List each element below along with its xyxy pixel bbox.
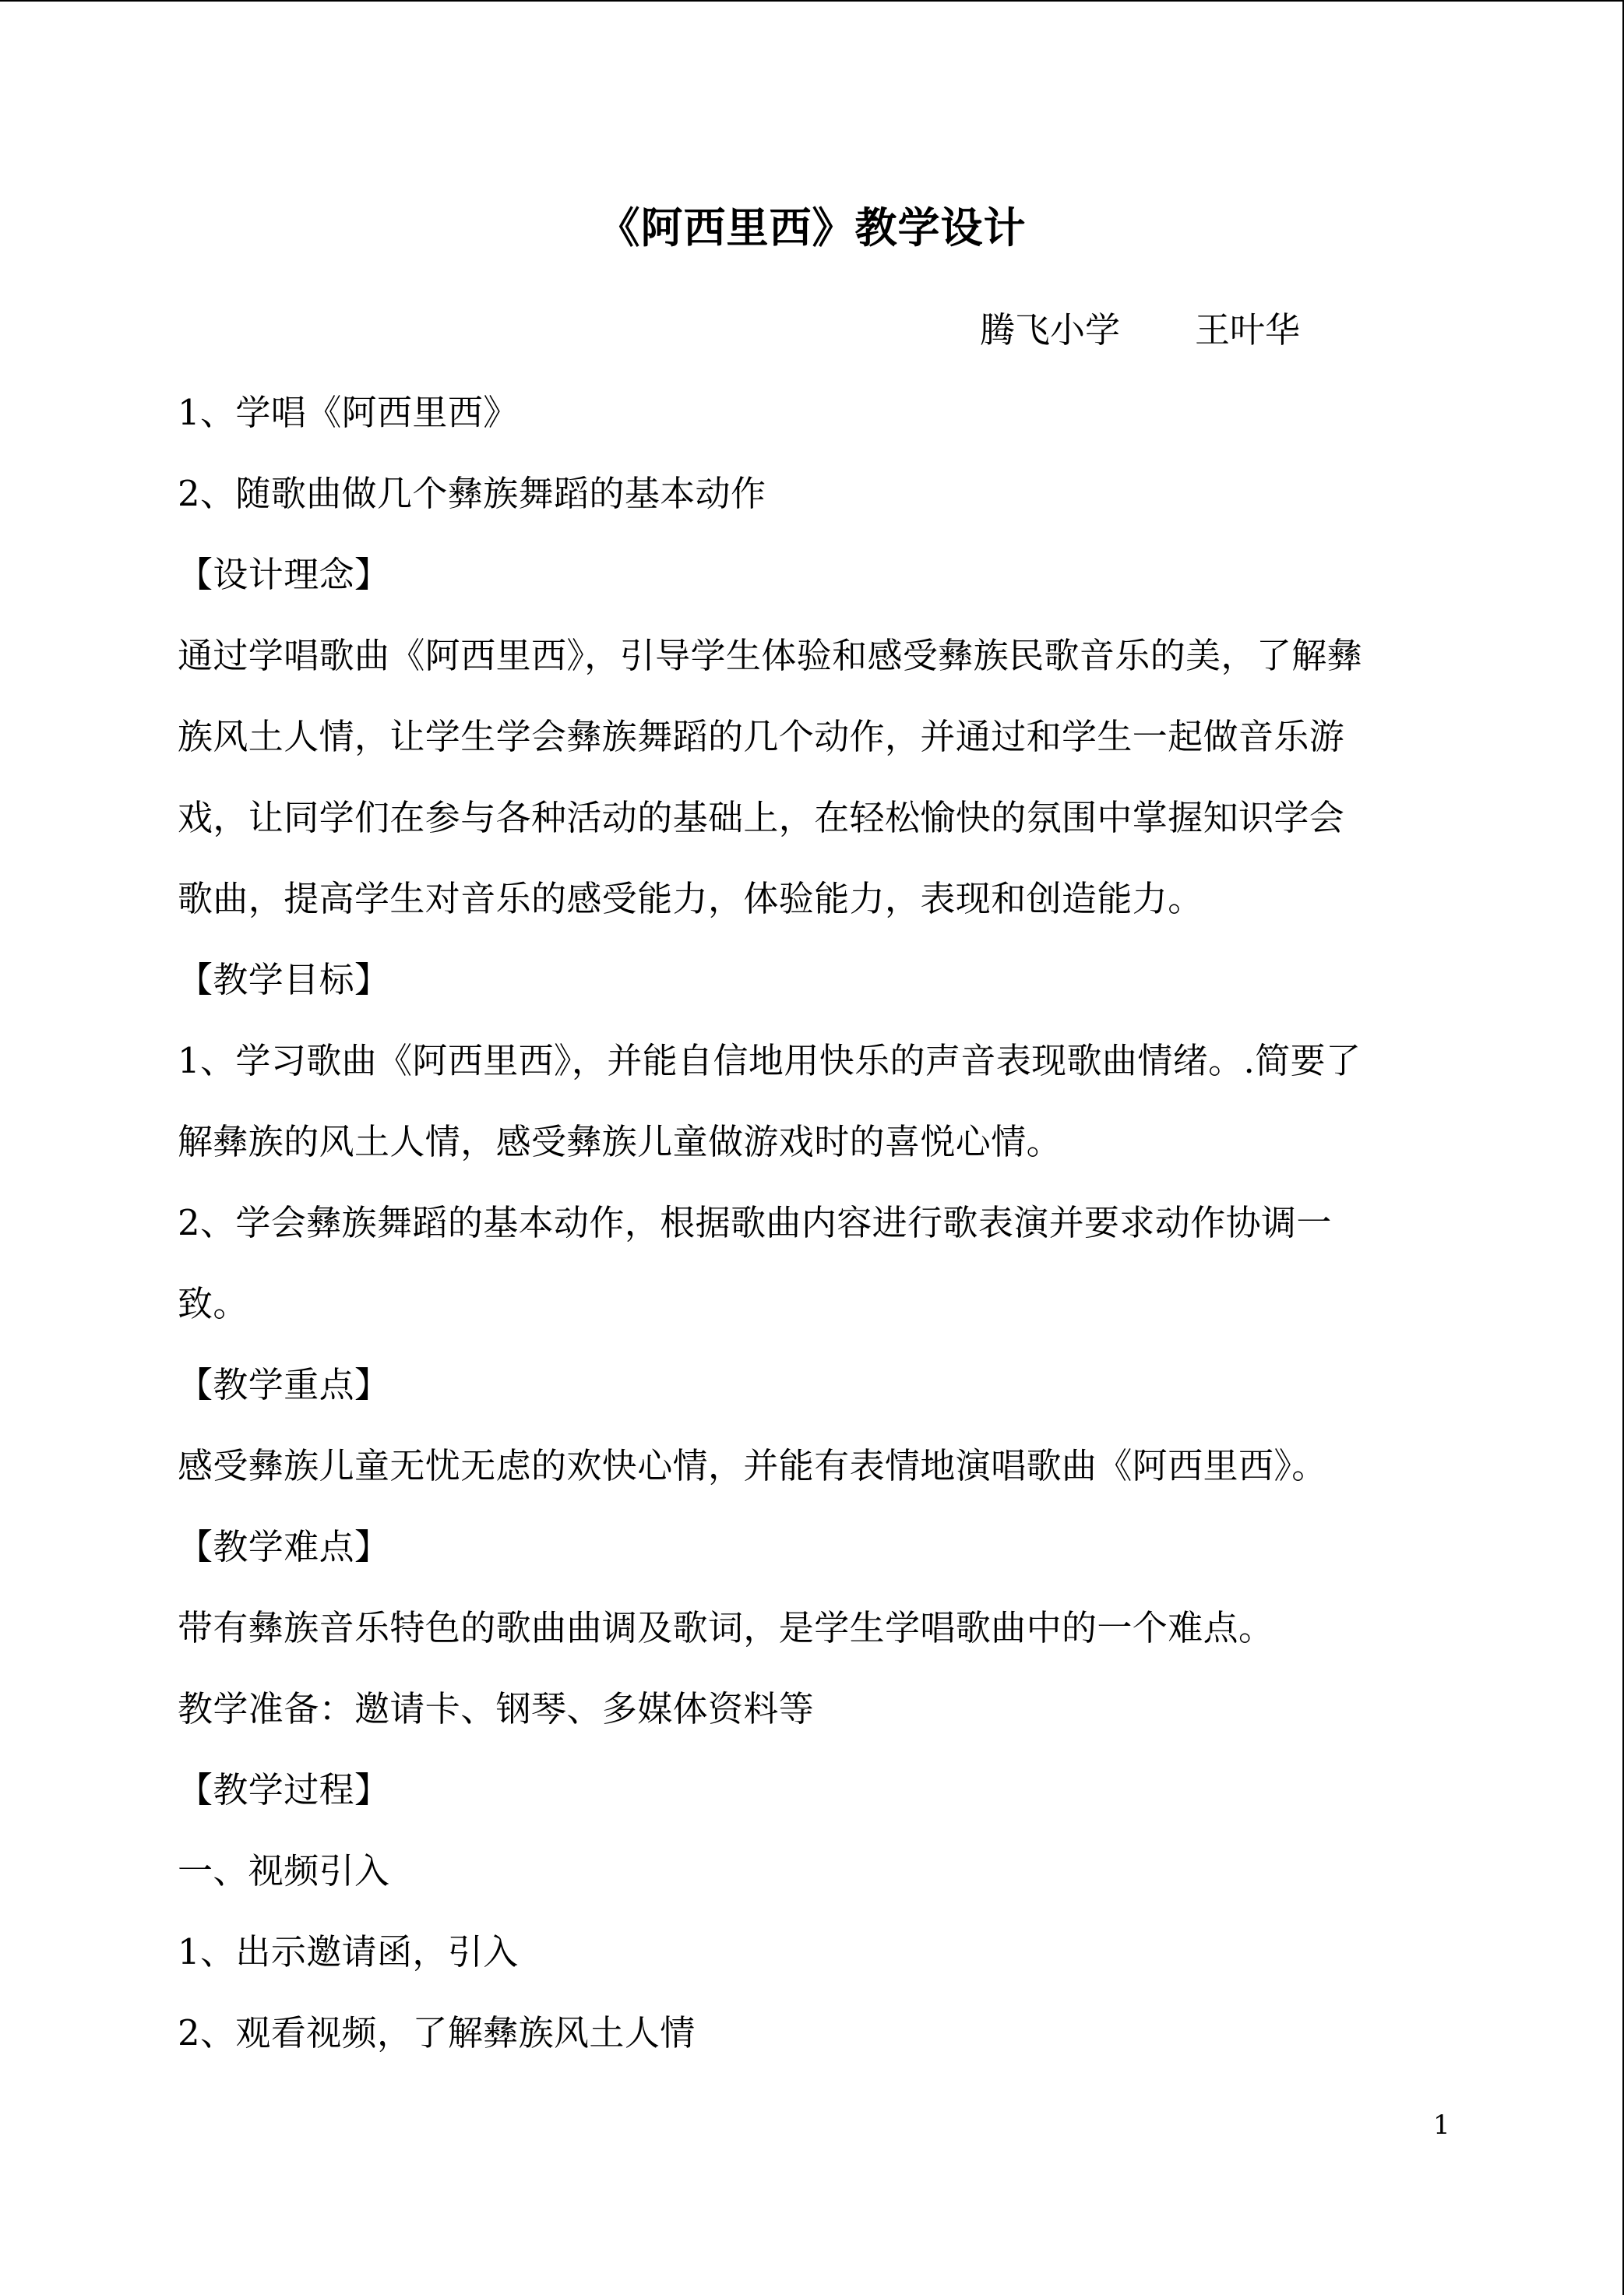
body-line-16: 带有彝族音乐特色的歌曲曲调及歌词，是学生学唱歌曲中的一个难点。 [178,1607,1274,1648]
body-line-9: 1、学习歌曲《阿西里西》，并能自信地用快乐的声音表现歌曲情绪。.简要了 [178,1040,1362,1081]
school-name: 腾飞小学 [980,309,1121,351]
body-line-1: 1、学唱《阿西里西》 [178,392,519,433]
section-heading-process: 【教学过程】 [178,1769,390,1810]
body-line-5: 族风土人情，让学生学会彝族舞蹈的几个动作，并通过和学生一起做音乐游 [178,716,1345,757]
body-line-2: 2、随歌曲做几个彝族舞蹈的基本动作 [178,473,766,514]
body-line-7: 歌曲，提高学生对音乐的感受能力，体验能力，表现和创造能力。 [178,878,1203,919]
body-line-20: 1、出示邀请函，引入 [178,1931,519,1972]
body-line-4: 通过学唱歌曲《阿西里西》，引导学生体验和感受彝族民歌音乐的美，了解彝 [178,635,1363,676]
body-line-12: 致。 [178,1283,248,1324]
page-border-top [0,0,1624,2]
body-line-21: 2、观看视频，了解彝族风土人情 [178,2012,696,2054]
body-line-10: 解彝族的风土人情，感受彝族儿童做游戏时的喜悦心情。 [178,1121,1062,1162]
section-heading-design-concept: 【设计理念】 [178,554,390,595]
section-heading-teaching-goals: 【教学目标】 [178,959,390,1000]
page-number: 1 [1433,2110,1450,2141]
document-title: 《阿西里西》教学设计 [597,203,1027,252]
author-name: 王叶华 [1195,309,1301,351]
author-line [980,302,1300,358]
section-heading-difficulties: 【教学难点】 [178,1526,390,1567]
body-line-14: 感受彝族儿童无忧无虑的欢快心情，并能有表情地演唱歌曲《阿西里西》。 [178,1445,1327,1486]
body-line-11: 2、学会彝族舞蹈的基本动作，根据歌曲内容进行歌表演并要求动作协调一 [178,1202,1332,1243]
body-line-6: 戏，让同学们在参与各种活动的基础上，在轻松愉快的氛围中掌握知识学会 [178,797,1345,838]
body-line-19: 一、视频引入 [178,1850,390,1891]
section-heading-key-points: 【教学重点】 [178,1364,390,1405]
body-line-17: 教学准备：邀请卡、钢琴、多媒体资料等 [178,1688,815,1729]
